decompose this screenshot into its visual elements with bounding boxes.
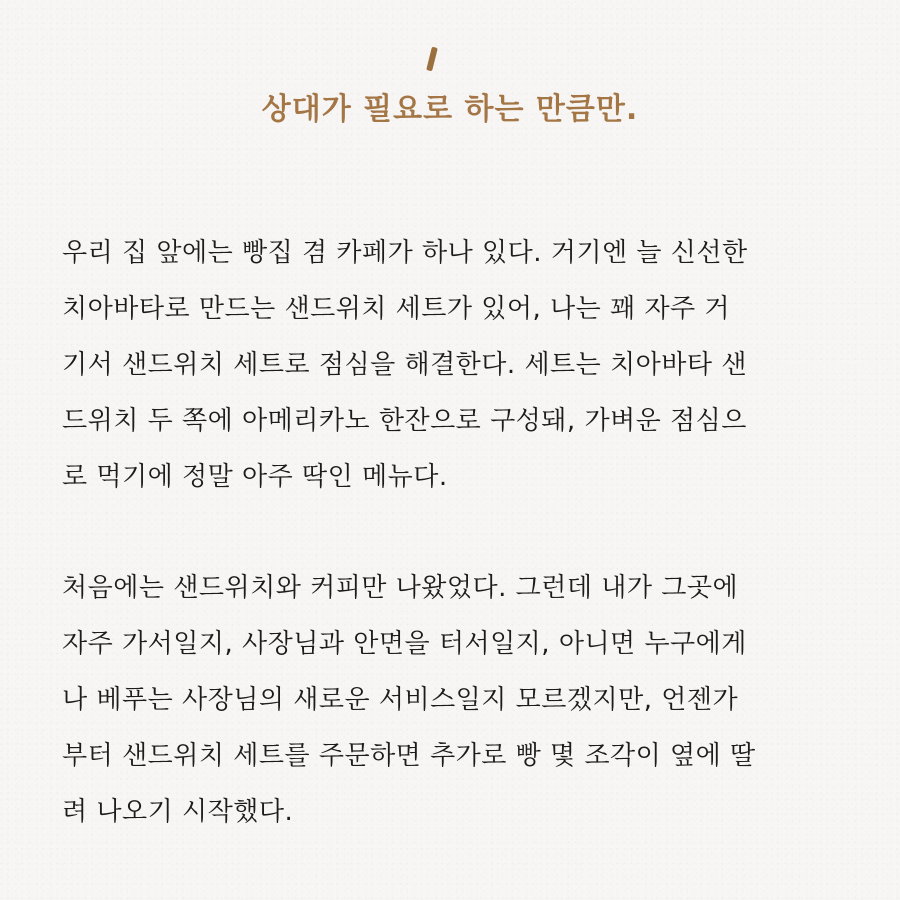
slash-decoration xyxy=(426,47,438,72)
page-title: 상대가 필요로 하는 만큼만. xyxy=(261,92,639,127)
paragraph-2 xyxy=(62,560,852,840)
text-line: 부터 샌드위치 세트를 주문하면 추가로 빵 몇 조각이 옆에 딸 xyxy=(62,741,756,771)
paragraph-1 xyxy=(62,225,852,505)
text-line: 자주 가서일지, 사장님과 안면을 터서일지, 아니면 누구에게 xyxy=(62,629,747,659)
text-line: 로 먹기에 정말 아주 딱인 메뉴다. xyxy=(62,462,448,492)
text-line: 드위치 두 쪽에 아메리카노 한잔으로 구성돼, 가벼운 점심으 xyxy=(62,406,747,436)
text-line: 처음에는 샌드위치와 커피만 나왔었다. 그런데 내가 그곳에 xyxy=(62,573,739,603)
text-line: 치아바타로 만드는 샌드위치 세트가 있어, 나는 꽤 자주 거 xyxy=(62,294,731,324)
text-line: 려 나오기 시작했다. xyxy=(62,797,294,827)
text-line: 나 베푸는 사장님의 새로운 서비스일지 모르겠지만, 언젠가 xyxy=(62,685,739,715)
text-line: 기서 샌드위치 세트로 점심을 해결한다. 세트는 치아바타 샌 xyxy=(62,350,747,380)
text-line: 우리 집 앞에는 빵집 겸 카페가 하나 있다. 거기엔 늘 신선한 xyxy=(62,238,748,268)
